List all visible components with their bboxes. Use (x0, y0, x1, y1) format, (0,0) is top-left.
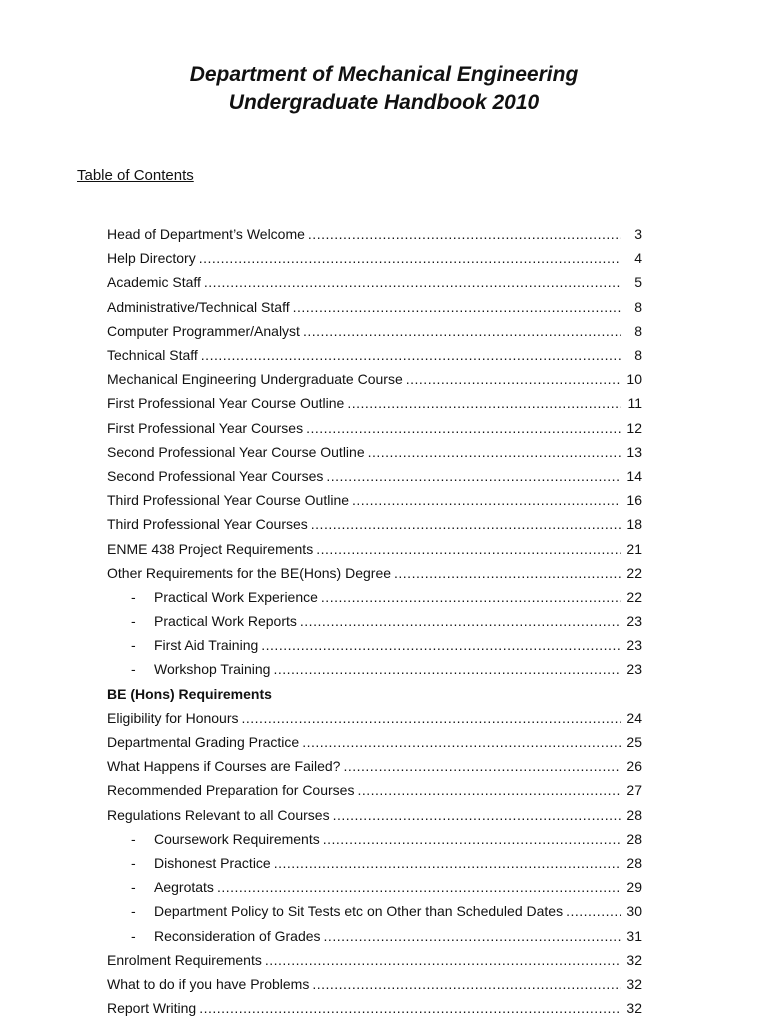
toc-bullet-dash: - (131, 661, 136, 678)
toc-entry (107, 367, 642, 391)
toc-entry-title: ENME 438 Project Requirements (107, 540, 314, 557)
toc-entry (107, 948, 642, 972)
toc-page-number: 31 (626, 927, 642, 944)
toc-bullet-dash: - (131, 637, 136, 654)
toc-entry-title: Dishonest Practice (154, 854, 271, 871)
toc-page-number: 28 (626, 830, 642, 847)
toc-entry (107, 440, 642, 464)
toc-entry-title: Other Requirements for the BE(Hons) Degree (107, 564, 392, 581)
toc-dot-leader (357, 782, 621, 798)
toc-entry-title: First Professional Year Course Outline (107, 395, 345, 412)
toc-entry (107, 464, 642, 488)
toc-dot-leader (406, 371, 621, 387)
toc-entry-title: Aegrotats (154, 879, 214, 896)
document-subtitle: Undergraduate Handbook 2010 (228, 91, 540, 114)
toc-entry (107, 222, 642, 246)
toc-entry (107, 730, 642, 754)
toc-page-number: 11 (627, 395, 642, 412)
toc-entry-title: BE (Hons) Requirements (107, 685, 272, 702)
toc-entry (107, 295, 642, 319)
toc-dot-leader (394, 565, 621, 581)
toc-entry-title: Third Professional Year Course Outline (107, 492, 350, 509)
toc-entry-title: Workshop Training (154, 661, 271, 678)
toc-entry-title: Administrative/Technical Staff (107, 298, 290, 315)
toc-dot-leader (324, 928, 621, 944)
toc-entry-title: First Aid Training (154, 637, 259, 654)
toc-page-number: 25 (626, 734, 642, 751)
toc-entry-title: What to do if you have Problems (107, 975, 310, 992)
toc-page-number: 24 (626, 709, 642, 726)
toc-entry (107, 972, 642, 996)
toc-entry-title: Mechanical Engineering Undergraduate Course (107, 371, 403, 388)
toc-entry-title: Third Professional Year Courses (107, 516, 308, 533)
toc-page-number: 14 (626, 467, 642, 484)
toc-dot-leader (265, 952, 621, 968)
toc-subentry (107, 657, 642, 681)
toc-page-number: 26 (626, 758, 642, 775)
toc-entry-title: Practical Work Reports (154, 613, 297, 630)
toc-entry (107, 754, 642, 778)
toc-entry (107, 536, 642, 560)
toc-page-number: 28 (626, 806, 642, 823)
toc-subentry (107, 923, 642, 947)
toc-page-number: 12 (626, 419, 642, 436)
toc-entry-title: Enrolment Requirements (107, 951, 262, 968)
toc-entry-title: Help Directory (107, 250, 196, 267)
toc-dot-leader (204, 274, 621, 290)
toc-dot-leader (293, 299, 621, 315)
toc-subentry (107, 585, 642, 609)
toc-dot-leader (311, 516, 621, 532)
toc-dot-leader (303, 323, 621, 339)
toc-page-number: 16 (626, 492, 642, 509)
toc-page-number: 27 (626, 782, 642, 799)
toc-page-number: 29 (626, 879, 642, 896)
toc-bullet-dash: - (131, 830, 136, 847)
toc-dot-leader (274, 855, 621, 871)
toc-dot-leader (261, 637, 621, 653)
toc-entry-title: First Professional Year Courses (107, 419, 304, 436)
toc-page-number: 8 (634, 298, 642, 315)
toc-entry-title: Department Policy to Sit Tests etc on Other than Scheduled Dates (154, 903, 564, 920)
toc-entry-title: Academic Staff (107, 274, 201, 291)
toc-dot-leader (217, 879, 621, 895)
toc-entry (107, 512, 642, 536)
toc-subentry (107, 827, 642, 851)
toc-dot-leader (566, 903, 621, 919)
toc-entry-title: Report Writing (107, 1000, 197, 1017)
toc-entry-title: Departmental Grading Practice (107, 734, 300, 751)
toc-entry (107, 270, 642, 294)
toc-entry-title: Head of Department’s Welcome (107, 226, 305, 243)
toc-page-number: 22 (626, 564, 642, 581)
toc-subentry (107, 633, 642, 657)
toc-entry (107, 706, 642, 730)
toc-page-number: 23 (626, 661, 642, 678)
toc-page-number: 4 (634, 250, 642, 267)
toc-bullet-dash: - (131, 854, 136, 871)
toc-page-number: 5 (634, 274, 642, 291)
toc-page-number: 13 (626, 443, 642, 460)
toc-subentry (107, 899, 642, 923)
toc-entry (107, 778, 642, 802)
toc-dot-leader (352, 492, 621, 508)
toc-subentry (107, 851, 642, 875)
toc-entry-title: What Happens if Courses are Failed? (107, 758, 341, 775)
toc-entry (107, 343, 642, 367)
toc-dot-leader (273, 661, 621, 677)
toc-entry-title: Technical Staff (107, 347, 198, 364)
toc-dot-leader (242, 710, 622, 726)
toc-dot-leader (343, 758, 621, 774)
toc-page-number: 8 (634, 322, 642, 339)
toc-entry-title: Coursework Requirements (154, 830, 320, 847)
toc-bullet-dash: - (131, 879, 136, 896)
toc-dot-leader (316, 541, 621, 557)
toc-dot-leader (333, 807, 621, 823)
toc-page-number: 3 (634, 226, 642, 243)
toc-bullet-dash: - (131, 613, 136, 630)
toc-heading: Table of Contents (77, 167, 194, 184)
document-title: Department of Mechanical Engineering (189, 63, 579, 86)
toc-dot-leader (368, 444, 621, 460)
toc-page-number: 23 (626, 613, 642, 630)
toc-dot-leader (323, 831, 621, 847)
toc-subentry (107, 875, 642, 899)
table-of-contents (107, 222, 642, 1020)
toc-page-number: 18 (626, 516, 642, 533)
toc-dot-leader (347, 395, 621, 411)
toc-entry-title: Second Professional Year Course Outline (107, 443, 365, 460)
toc-page-number: 28 (626, 854, 642, 871)
toc-page-number: 32 (626, 975, 642, 992)
toc-entry (107, 561, 642, 585)
toc-entry-title: Reconsideration of Grades (154, 927, 321, 944)
toc-dot-leader (308, 226, 621, 242)
toc-section-heading (107, 682, 642, 706)
toc-dot-leader (326, 468, 621, 484)
toc-entry-title: Practical Work Experience (154, 588, 318, 605)
toc-page-number: 8 (634, 347, 642, 364)
toc-entry (107, 391, 642, 415)
toc-entry (107, 246, 642, 270)
toc-dot-leader (306, 420, 621, 436)
toc-entry (107, 488, 642, 512)
toc-dot-leader (199, 250, 621, 266)
toc-page-number: 30 (626, 903, 642, 920)
toc-entry-title: Recommended Preparation for Courses (107, 782, 355, 799)
toc-bullet-dash: - (131, 927, 136, 944)
toc-entry-title: Eligibility for Honours (107, 709, 239, 726)
toc-entry (107, 996, 642, 1020)
toc-page-number: 23 (626, 637, 642, 654)
toc-entry (107, 803, 642, 827)
toc-page-number: 32 (626, 951, 642, 968)
toc-dot-leader (312, 976, 621, 992)
toc-dot-leader (300, 613, 621, 629)
toc-page-number: 10 (626, 371, 642, 388)
toc-entry-title: Computer Programmer/Analyst (107, 322, 300, 339)
toc-page-number: 32 (626, 1000, 642, 1017)
toc-page-number: 22 (626, 588, 642, 605)
toc-entry-title: Regulations Relevant to all Courses (107, 806, 330, 823)
toc-dot-leader (321, 589, 621, 605)
toc-bullet-dash: - (131, 903, 136, 920)
toc-dot-leader (201, 347, 621, 363)
toc-entry (107, 416, 642, 440)
toc-entry (107, 319, 642, 343)
toc-dot-leader (302, 734, 621, 750)
toc-bullet-dash: - (131, 588, 136, 605)
toc-subentry (107, 609, 642, 633)
toc-dot-leader (199, 1000, 621, 1016)
toc-entry-title: Second Professional Year Courses (107, 467, 324, 484)
toc-page-number: 21 (626, 540, 642, 557)
